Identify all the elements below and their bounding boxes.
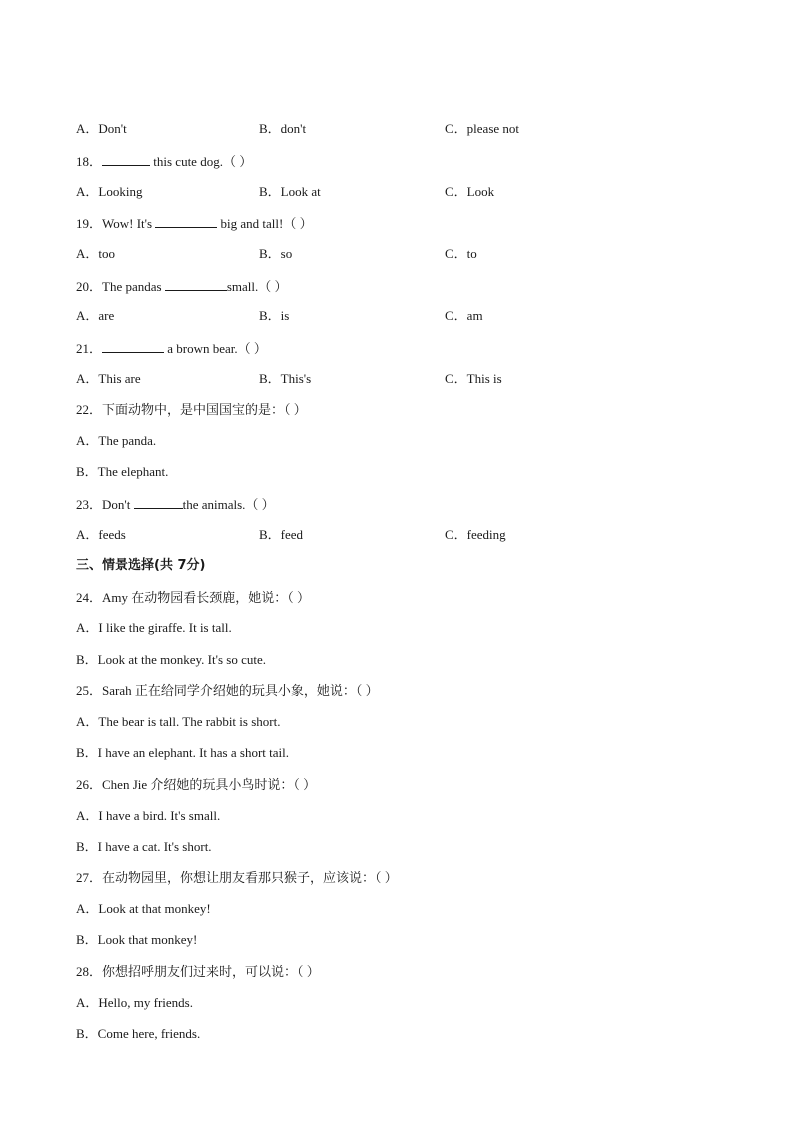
q23-blank[interactable] [134,495,183,509]
q17-option-b[interactable]: B．don't [259,121,307,136]
q18-option-c[interactable]: C．Look [445,184,495,199]
q28-option-b[interactable]: B．Come here, friends. [76,1026,201,1041]
q21-option-b[interactable]: B．This's [259,371,312,386]
q20-stem [76,277,287,295]
q23-option-c[interactable]: C．feeding [445,527,506,542]
q22-stem: 22．下面动物中，是中国国宝的是：（ ） [76,402,307,417]
q28-stem: 28．你想招呼朋友们过来时，可以说：（ ） [76,964,320,979]
q21-text: a brown bear.（ ） [164,341,267,356]
q20-option-c[interactable]: C．am [445,308,483,323]
q23-option-b[interactable]: B．feed [259,527,304,542]
q18-number: 18． [76,154,103,169]
q20-option-a[interactable]: A．are [76,308,115,323]
q27-option-a[interactable]: A．Look at that monkey! [76,901,211,916]
q19-option-a[interactable]: A．too [76,246,116,261]
q18-option-b[interactable]: B．Look at [259,184,321,199]
q23-text-post: the animals.（ ） [182,497,275,512]
q19-option-c[interactable]: C．to [445,246,477,261]
q19-option-b[interactable]: B．so [259,246,293,261]
q21-blank[interactable] [102,339,164,353]
q26-stem: 26．Chen Jie 介绍她的玩具小鸟时说：（ ） [76,777,317,792]
q19-blank[interactable] [155,214,217,228]
q21-stem [76,339,267,357]
q26-option-a[interactable]: A．I have a bird. It's small. [76,808,221,823]
q19-stem [76,214,313,232]
q21-number: 21． [76,341,103,356]
q22-option-a[interactable]: A．The panda. [76,433,157,448]
q18-text: this cute dog.（ ） [150,154,253,169]
q18-option-a[interactable]: A．Looking [76,184,143,199]
q25-option-b[interactable]: B．I have an elephant. It has a short tail. [76,745,289,760]
q17-option-a[interactable]: A．Don't [76,121,127,136]
q20-text-pre: 20．The pandas [76,279,165,294]
q27-option-b[interactable]: B．Look that monkey! [76,932,198,947]
q20-blank[interactable] [165,277,227,291]
q26-option-b[interactable]: B．I have a cat. It's short. [76,839,212,854]
q18-stem [76,152,252,170]
q23-option-a[interactable]: A．feeds [76,527,126,542]
q24-stem: 24．Amy 在动物园看长颈鹿，她说：（ ） [76,590,311,605]
q20-text-post: small.（ ） [226,279,288,294]
q24-option-a[interactable]: A．I like the giraffe. It is tall. [76,620,232,635]
section-3-title: 三、情景选择(共 7分) [76,558,206,573]
q19-text-post: big and tall!（ ） [217,216,313,231]
q18-blank[interactable] [102,152,150,166]
q19-text-pre: 19．Wow! It's [76,216,156,231]
q28-option-a[interactable]: A．Hello, my friends. [76,995,193,1010]
q20-option-b[interactable]: B．is [259,308,290,323]
q21-option-c[interactable]: C．This is [445,371,502,386]
q23-text-pre: 23．Don't [76,497,134,512]
q25-stem: 25．Sarah 正在给同学介绍她的玩具小象，她说：（ ） [76,683,379,698]
q24-option-b[interactable]: B．Look at the monkey. It's so cute. [76,652,266,667]
q21-option-a[interactable]: A．This are [76,371,141,386]
q23-stem [76,495,275,513]
q22-option-b[interactable]: B．The elephant. [76,464,169,479]
q27-stem: 27．在动物园里，你想让朋友看那只猴子，应该说：（ ） [76,870,398,885]
q25-option-a[interactable]: A．The bear is tall. The rabbit is short. [76,714,281,729]
q17-option-c[interactable]: C．please not [445,121,520,136]
